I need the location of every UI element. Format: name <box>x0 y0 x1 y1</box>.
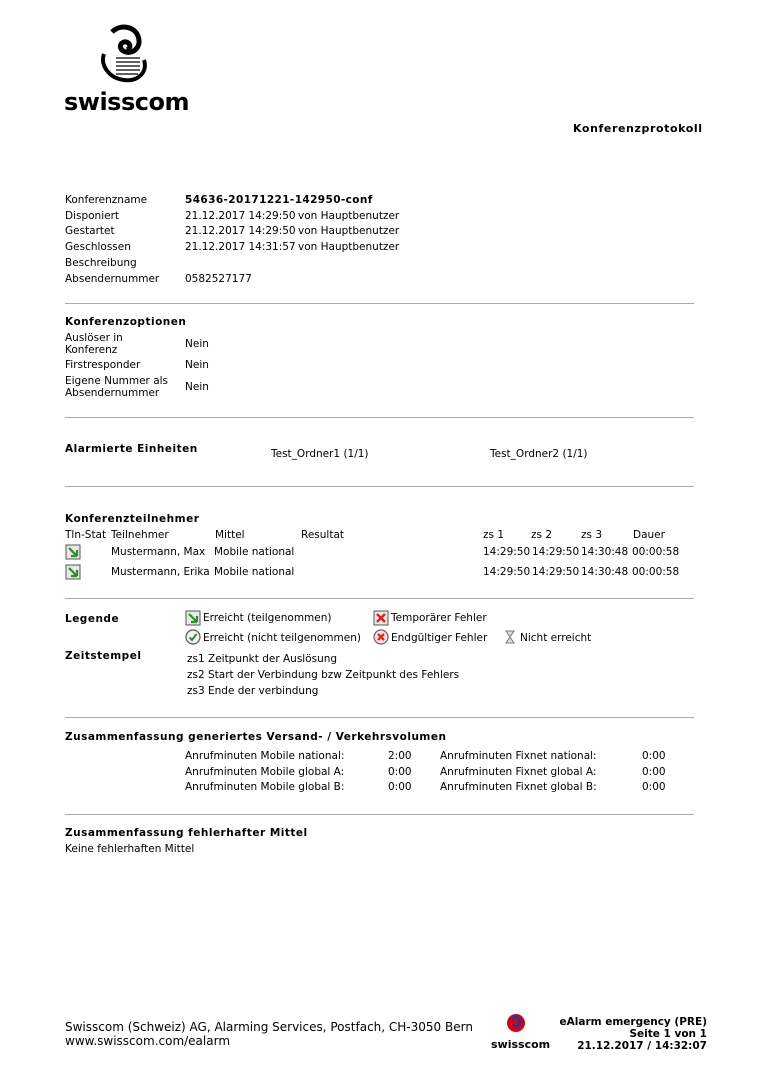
reached-participated-icon <box>65 564 81 580</box>
participant-duration: 00:00:58 <box>632 566 680 578</box>
participant-duration: 00:00:58 <box>632 546 680 558</box>
reached-participated-icon <box>65 544 81 560</box>
option-label-ausloeser-2: Konferenz <box>65 344 118 356</box>
legend-reached-not-participated: Erreicht (nicht teilgenommen) <box>203 632 361 644</box>
footer-logo <box>490 1012 551 1052</box>
swisscom-lifeform-icon <box>94 24 154 86</box>
volume-title: Zusammenfassung generiertes Versand- / Verkehrsvolumen <box>65 731 447 743</box>
faulty-text: Keine fehlerhaften Mittel <box>65 843 195 855</box>
units-title: Alarmierte Einheiten <box>65 443 198 455</box>
option-value-ausloeser: Nein <box>185 338 209 350</box>
column-header: Teilnehmer <box>111 529 169 541</box>
label-beschreibung: Beschreibung <box>65 257 137 269</box>
column-header: zs 2 <box>531 529 552 541</box>
column-header: Dauer <box>633 529 665 541</box>
participants-title: Konferenzteilnehmer <box>65 513 200 525</box>
volume-left-value: 0:00 <box>388 766 412 778</box>
participant-zs3: 14:30:48 <box>581 566 629 578</box>
footer-page: Seite 1 von 1 <box>629 1028 707 1040</box>
option-value-eigene: Nein <box>185 381 209 393</box>
participant-medium: Mobile national <box>214 546 295 558</box>
value-geschlossen: 21.12.2017 14:31:57 <box>185 241 296 253</box>
by-geschlossen: von Hauptbenutzer <box>298 241 400 253</box>
divider <box>65 303 694 304</box>
volume-right-value: 0:00 <box>642 766 666 778</box>
value-gestartet: 21.12.2017 14:29:50 <box>185 225 296 237</box>
column-header: Tln-Stat <box>65 529 107 541</box>
participant-zs2: 14:29:50 <box>532 546 580 558</box>
volume-left-label: Anrufminuten Mobile global B: <box>185 781 345 793</box>
volume-right-label: Anrufminuten Fixnet national: <box>440 750 597 762</box>
logo-wordmark: swisscom <box>64 88 189 116</box>
reached-participated-icon <box>185 610 201 626</box>
option-label-eigene-2: Absendernummer <box>65 387 160 399</box>
by-gestartet: von Hauptbenutzer <box>298 225 400 237</box>
footer-url[interactable]: www.swisscom.com/ealarm <box>65 1034 231 1048</box>
option-label-firstresponder: Firstresponder <box>65 359 141 371</box>
participant-zs1: 14:29:50 <box>483 566 531 578</box>
label-absendernummer: Absendernummer <box>65 273 160 285</box>
legend-reached-participated: Erreicht (teilgenommen) <box>203 612 332 624</box>
final-error-icon <box>373 629 389 645</box>
option-value-firstresponder: Nein <box>185 359 209 371</box>
value-konferenzname: 54636-20171221-142950-conf <box>185 194 373 206</box>
options-title: Konferenzoptionen <box>65 316 187 328</box>
legend-final-error: Endgültiger Fehler <box>391 632 488 644</box>
temp-error-icon <box>373 610 389 626</box>
legend-not-reached: Nicht erreicht <box>520 632 592 644</box>
volume-left-label: Anrufminuten Mobile national: <box>185 750 345 762</box>
by-disponiert: von Hauptbenutzer <box>298 210 400 222</box>
divider <box>65 717 694 718</box>
participant-zs1: 14:29:50 <box>483 546 531 558</box>
volume-right-label: Anrufminuten Fixnet global B: <box>440 781 597 793</box>
unit-item: Test_Ordner2 (1/1) <box>490 448 588 460</box>
label-gestartet: Gestartet <box>65 225 115 237</box>
participant-zs2: 14:29:50 <box>532 566 580 578</box>
option-label-ausloeser-1: Auslöser in <box>65 332 123 344</box>
volume-left-value: 2:00 <box>388 750 412 762</box>
footer-logo-wordmark: swisscom <box>491 1038 551 1051</box>
reached-not-participated-icon <box>185 629 201 645</box>
footer-product: eAlarm emergency (PRE) <box>559 1016 707 1028</box>
footer-datetime: 21.12.2017 / 14:32:07 <box>577 1040 707 1052</box>
unit-item: Test_Ordner1 (1/1) <box>271 448 369 460</box>
legend-temp-error: Temporärer Fehler <box>391 612 487 624</box>
divider <box>65 417 694 418</box>
volume-right-value: 0:00 <box>642 781 666 793</box>
document-title: Konferenzprotokoll <box>573 122 703 135</box>
volume-left-label: Anrufminuten Mobile global A: <box>185 766 345 778</box>
swisscom-logo <box>64 24 189 116</box>
faulty-title: Zusammenfassung fehlerhafter Mittel <box>65 827 308 839</box>
footer-address: Swisscom (Schweiz) AG, Alarming Services, Postfach, CH-3050 Bern <box>65 1020 473 1034</box>
volume-right-value: 0:00 <box>642 750 666 762</box>
participant-name: Mustermann, Erika <box>111 566 210 578</box>
divider <box>65 598 694 599</box>
participant-zs3: 14:30:48 <box>581 546 629 558</box>
volume-left-value: 0:00 <box>388 781 412 793</box>
column-header: Mittel <box>215 529 245 541</box>
option-label-eigene-1: Eigene Nummer als <box>65 375 169 387</box>
timestamps-title: Zeitstempel <box>65 650 142 662</box>
column-header: zs 1 <box>483 529 504 541</box>
divider <box>65 486 694 487</box>
value-absendernummer: 0582527177 <box>185 273 252 285</box>
label-disponiert: Disponiert <box>65 210 120 222</box>
divider <box>65 814 694 815</box>
timestamp-item: zs2 Start der Verbindung bzw Zeitpunkt des Fehlers <box>187 669 460 681</box>
participant-name: Mustermann, Max <box>111 546 206 558</box>
legend-title: Legende <box>65 613 120 625</box>
volume-right-label: Anrufminuten Fixnet global A: <box>440 766 597 778</box>
column-header: Resultat <box>301 529 344 541</box>
label-geschlossen: Geschlossen <box>65 241 131 253</box>
participant-medium: Mobile national <box>214 566 295 578</box>
label-konferenzname: Konferenzname <box>65 194 148 206</box>
column-header: zs 3 <box>581 529 602 541</box>
swisscom-lifeform-icon <box>505 1012 527 1034</box>
timestamp-item: zs1 Zeitpunkt der Auslösung <box>187 653 338 665</box>
timestamp-item: zs3 Ende der verbindung <box>187 685 319 697</box>
value-disponiert: 21.12.2017 14:29:50 <box>185 210 296 222</box>
hourglass-icon <box>502 629 518 645</box>
